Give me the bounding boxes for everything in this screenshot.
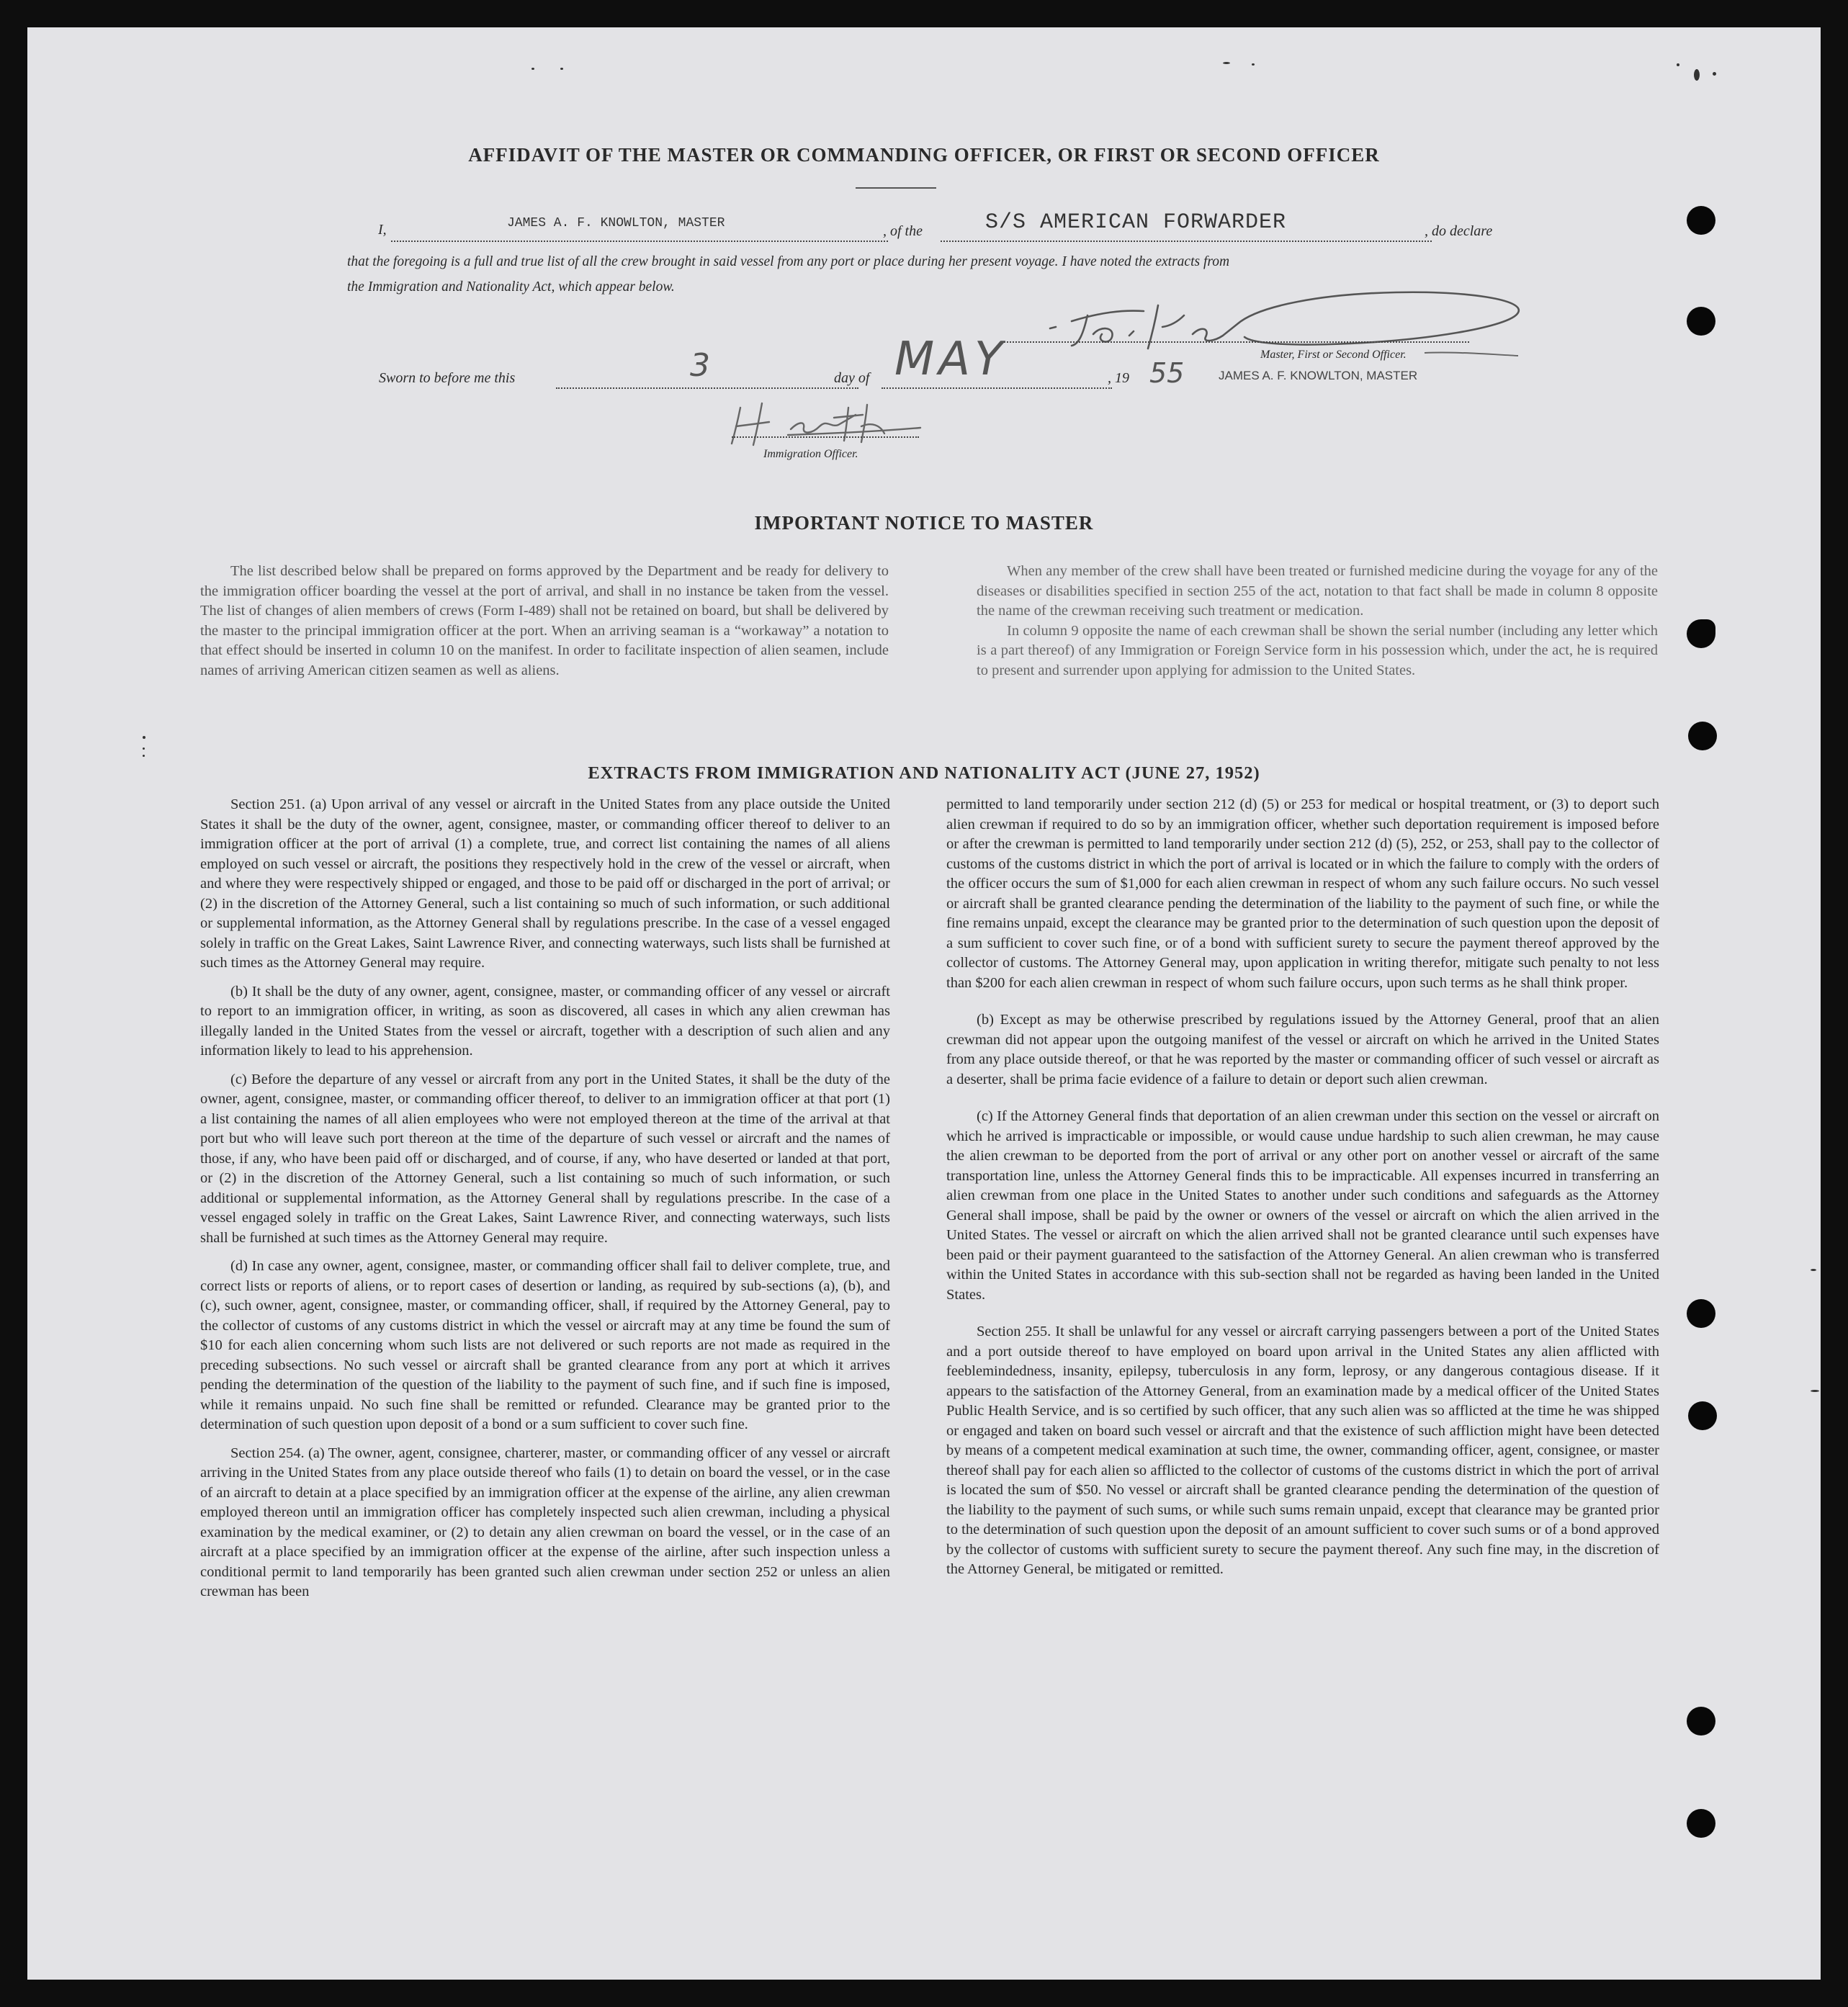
- notice-left-column: [200, 562, 889, 681]
- section-251-b: (b) It shall be the duty of any owner, agent, consignee, master, or commanding officer of any vessel or aircraft to report to an immigration officer, in writing, as soon as discovered, all cases in which any alien crewman has illegally landed in the United States from the vessel or aircraft, together with a description of such alien and any information likely to lead to his apprehension.: [200, 983, 890, 1059]
- master-name-field[interactable]: JAMES A. F. KNOWLTON, MASTER: [507, 216, 725, 230]
- speck: [560, 68, 563, 70]
- label-of-the: , of the: [883, 223, 923, 239]
- affidavit-sheet: [27, 27, 1821, 1980]
- master-name-line: [391, 241, 888, 242]
- officer-caption: Immigration Officer.: [763, 448, 858, 460]
- label-do-declare: , do declare: [1425, 223, 1493, 239]
- vessel-name-field[interactable]: S/S AMERICAN FORWARDER: [985, 210, 1287, 235]
- binder-hole: [1687, 1809, 1715, 1838]
- section-255: Section 255. It shall be unlawful for any vessel or aircraft carrying passengers between a port of the United States and a port outside thereof to have employed on board upon arrival in the United States any alien afflicted with feeblemindedness, insanity, epilepsy, tuberculosis in any form, leprosy, or any dangerous contagious disease. If it appears to the satisfaction of the Attorney General, from an examination made by a medical officer of the United States Public Health Service, and is so certified by such officer, that any such alien was so afflicted at the time he was shipped or engaged and taken on board such vessel or aircraft and that the existence of such affliction might have been detected by means of a competent medical examination at such time, the owner, commanding officer, agent, consignee, or master thereof shall pay for each alien so afflicted to the collector of customs of the customs district in which the port of arrival is located the sum of $50. No vessel or aircraft shall be granted clearance pending the determination of the question of the liability to the payment of such sums, or while such sums remain unpaid, except that clearance may be granted prior to the determination of such question upon the deposit of an amount sufficient to cover such sums or of a bond approved by the collector of customs with sufficient surety to secure the payment thereof. Any such fine may, in the discretion of the Attorney General, be mitigated or remitted.: [946, 1324, 1659, 1577]
- speck: [531, 68, 534, 70]
- notice-title: IMPORTANT NOTICE TO MASTER: [754, 512, 1094, 534]
- label-sworn: Sworn to before me this: [379, 370, 516, 386]
- signer-caption: Master, First or Second Officer.: [1260, 349, 1407, 361]
- speck: [1223, 62, 1230, 64]
- notice-right-column: [977, 562, 1658, 681]
- speck: [1252, 63, 1255, 66]
- binder-hole: [1688, 1401, 1717, 1430]
- speck: [1694, 69, 1700, 81]
- speck: [1677, 63, 1679, 66]
- speck: [143, 755, 145, 757]
- notice-left-text: The list described below shall be prepared on forms approved by the Department and be ready for delivery to the immigration officer boarding the vessel at the port of arrival, and shall in no instance be taken from the vessel. The list of changes of alien members of crews (Form I-489) shall not be retained on board, but shall be delivered by the master to the principal immigration officer at the port. When an arriving seaman is a “workaway” a notation to that effect should be inserted in column 10 on the manifest. In order to facilitate inspection of alien seamen, include names of arriving American citizen seamen as well as aliens.: [200, 563, 889, 678]
- speck: [1811, 1269, 1816, 1271]
- label-i: I,: [378, 222, 387, 238]
- sworn-year-field[interactable]: 55: [1149, 357, 1185, 389]
- section-254-a: Section 254. (a) The owner, agent, consignee, charterer, master, or commanding officer of any vessel or aircraft arriving in the United States from any place outside thereof who fails (1) to detain on board the vessel, or in the case of an aircraft to detain at a place specified by an immigration officer at the expense of the airline, any alien crewman employed thereon until an immigration officer has completely inspected such alien crewman, including a physical examination by the medical examiner, or (2) to detain any alien crewman on board the vessel, or in the case of an aircraft at a place specified by an immigration officer at the expense of the airline, after such inspection unless a conditional permit to land temporarily has been granted such alien crewman under section 252 or unless an alien crewman has been: [200, 1445, 890, 1599]
- section-254-b: (b) Except as may be otherwise prescribed by regulations issued by the Attorney General, proof that an alien crewman did not appear upon the outgoing manifest of the vessel or aircraft on which he arrived in the United States from any place outside thereof, or that he was reported by the master or commanding officer of such vessel or aircraft as a deserter, shall be prima facie evidence of a failure to detain or deport such alien crewman.: [946, 1012, 1659, 1087]
- notice-right-p2: In column 9 opposite the name of each crewman shall be shown the serial number (including any letter which is a part thereof) of any Immigration or Foreign Service form in his possession which, under the act, he is required to present and surrender upon applying for admission to the United States.: [977, 622, 1658, 678]
- speck: [143, 747, 145, 750]
- vessel-name-line: [941, 241, 1432, 242]
- master-signature-line: [1001, 341, 1469, 343]
- speck: [143, 736, 145, 739]
- officer-signature-line: [732, 436, 919, 438]
- notice-right-p1: When any member of the crew shall have been treated or furnished medicine during the voyage for any of the diseases or disabilities specified in section 255 of the act, notation to that fact shall be made in column 8 opposite the name of the crewman receiving such treatment or medication.: [977, 563, 1658, 619]
- section-251-c: (c) Before the departure of any vessel or aircraft from any port in the United States, it shall be the duty of the owner, agent, consignee, master, or commanding officer thereof, to deliver to an immigration officer at that port (1) a list containing the names of all alien employees who were not employed thereon at the time of the arrival at that port but who will leave such port thereon at the time of the departure of such vessel or aircraft and the names of those, if any, who have been paid off or discharged, and of course, if any, who have deserted or landed at that port, or (2) in the discretion of the Attorney General, such a list containing so much of such information, or such additional or supplemental information, as the Attorney General shall by regulations prescribe. In the case of a vessel engaged solely in traffic on the Great Lakes, Saint Lawrence River, and connecting waterways, such lists shall be furnished at such times as the Attorney General may require.: [200, 1071, 890, 1246]
- section-251-a: Section 251. (a) Upon arrival of any vessel or aircraft in the United States from any place outside the United States it shall be the duty of the owner, agent, consignee, master, or commanding officer thereof to deliver to an immigration officer at the port of arrival (1) a complete, true, and correct list containing the names of all aliens employed on such vessel or aircraft, the positions they respectively hold in the crew of the vessel or aircraft, when and where they were respectively shipped or engaged, and those to be paid off or discharged in the port of arrival; or (2) in the discretion of the Attorney General, such a list containing so much of such information, or such additional or supplemental information, as the Attorney General shall by regulations prescribe. In the case of a vessel engaged solely in traffic on the Great Lakes, Saint Lawrence River, and connecting waterways, such lists shall be furnished at such times as the Attorney General may require.: [200, 796, 891, 971]
- section-254-a-continued: permitted to land temporarily under section 212 (d) (5) or 253 for medical or hospital treatment, or (3) to deport such alien crewman if required to do so by an immigration officer, whether such deportation requirement is imposed before or after the crewman is permitted to land temporarily under section 212 (d) (5), 252, or 253, shall pay to the collector of customs of the customs district in which the port of arrival is located or in which the failure to comply with the orders of the officer occurs the sum of $1,000 for each alien crewman in respect of whom any such failure occurs. No such vessel or aircraft shall be granted clearance pending the determination of the liability to the payment of such fine, or while the fine remains unpaid, except the clearance may be granted prior to the determination of such question upon the deposit of a sum sufficient to cover such fine, or of a bond with sufficient surety to secure the payment thereof approved by the collector of customs. The Attorney General may, upon application in writing therefor, mitigate such penalty to not less than $200 for each alien crewman in respect of whom such failure occurs, upon such terms as he shall think proper.: [946, 796, 1659, 991]
- title-rule: [856, 187, 936, 189]
- section-254-c: (c) If the Attorney General finds that deportation of an alien crewman under this section on the vessel or aircraft on which he arrived is impracticable or impossible, or would cause undue hardship to such alien crewman, he may cause the alien crewman to be deported from the port of arrival or any other port on another vessel or aircraft of the same transportation line, unless the Attorney General finds this to be impracticable. All expenses incurred in transferring an alien crewman from one place in the United States to another under such conditions and safeguards as the Attorney General shall impose, shall be paid by the owner or owners of the vessel or aircraft on which the alien arrived in the United States. The vessel or aircraft on which the alien arrived shall not be granted clearance until such expenses have been paid or their payment guaranteed to the satisfaction of the Attorney General. An alien crewman who is transferred within the United States in accordance with this sub-section shall not be regarded as having been landed in the United States.: [946, 1108, 1659, 1303]
- affidavit-header: [27, 144, 1821, 166]
- sworn-day-line: [556, 387, 858, 389]
- officer-signature: [719, 393, 935, 451]
- extracts-header: [27, 763, 1821, 784]
- sworn-day-field[interactable]: 3: [690, 347, 710, 384]
- sworn-month-field[interactable]: MAY: [894, 333, 1008, 386]
- signer-stamp: JAMES A. F. KNOWLTON, MASTER: [1219, 369, 1418, 382]
- extracts-right-column: [946, 795, 1659, 1580]
- binder-hole: [1687, 619, 1715, 648]
- speck: [1713, 72, 1716, 76]
- declaration-line-1: that the foregoing is a full and true list of all the crew brought in said vessel from any port or place during her present voyage. I have noted the extracts from: [347, 254, 1230, 269]
- label-year-prefix: , 19: [1108, 370, 1129, 386]
- label-day-of: day of: [834, 370, 870, 386]
- extracts-title: EXTRACTS FROM IMMIGRATION AND NATIONALITY ACT (JUNE 27, 1952): [588, 763, 1260, 783]
- affidavit-title: AFFIDAVIT OF THE MASTER OR COMMANDING OFFICER, OR FIRST OR SECOND OFFICER: [468, 144, 1380, 166]
- declaration-line-2: the Immigration and Nationality Act, which appear below.: [347, 279, 675, 295]
- binder-hole: [1687, 307, 1715, 336]
- extracts-left-column: [200, 795, 890, 1602]
- binder-hole: [1687, 1299, 1715, 1328]
- sworn-month-line: [882, 387, 1112, 389]
- binder-hole: [1687, 206, 1715, 235]
- section-251-d: (d) In case any owner, agent, consignee, master, or commanding officer shall fail to deliver complete, true, and correct lists or reports of aliens, or to report cases of desertion or landing, as required by sub-sections (a), (b), and (c), such owner, agent, consignee, master, or commanding officer, shall, if required by the Attorney General, pay to the collector of customs of any customs district in which the vessel or aircraft may at any time be found the sum of $10 for each alien concerning whom such lists are not delivered or such reports are not made as required in the preceding subsections. No such vessel or aircraft shall be granted clearance from any port at which it arrives pending the determination of the question of the liability to the payment of such fine, and if such fine is imposed, while it remains unpaid. No such fine shall be remitted or refunded. Clearance may be granted prior to the determination of such question upon deposit of a bond or a sum sufficient to cover such fine.: [200, 1258, 890, 1432]
- binder-hole: [1688, 722, 1717, 750]
- speck: [1811, 1390, 1819, 1392]
- binder-hole: [1687, 1707, 1715, 1736]
- notice-header: [27, 512, 1821, 534]
